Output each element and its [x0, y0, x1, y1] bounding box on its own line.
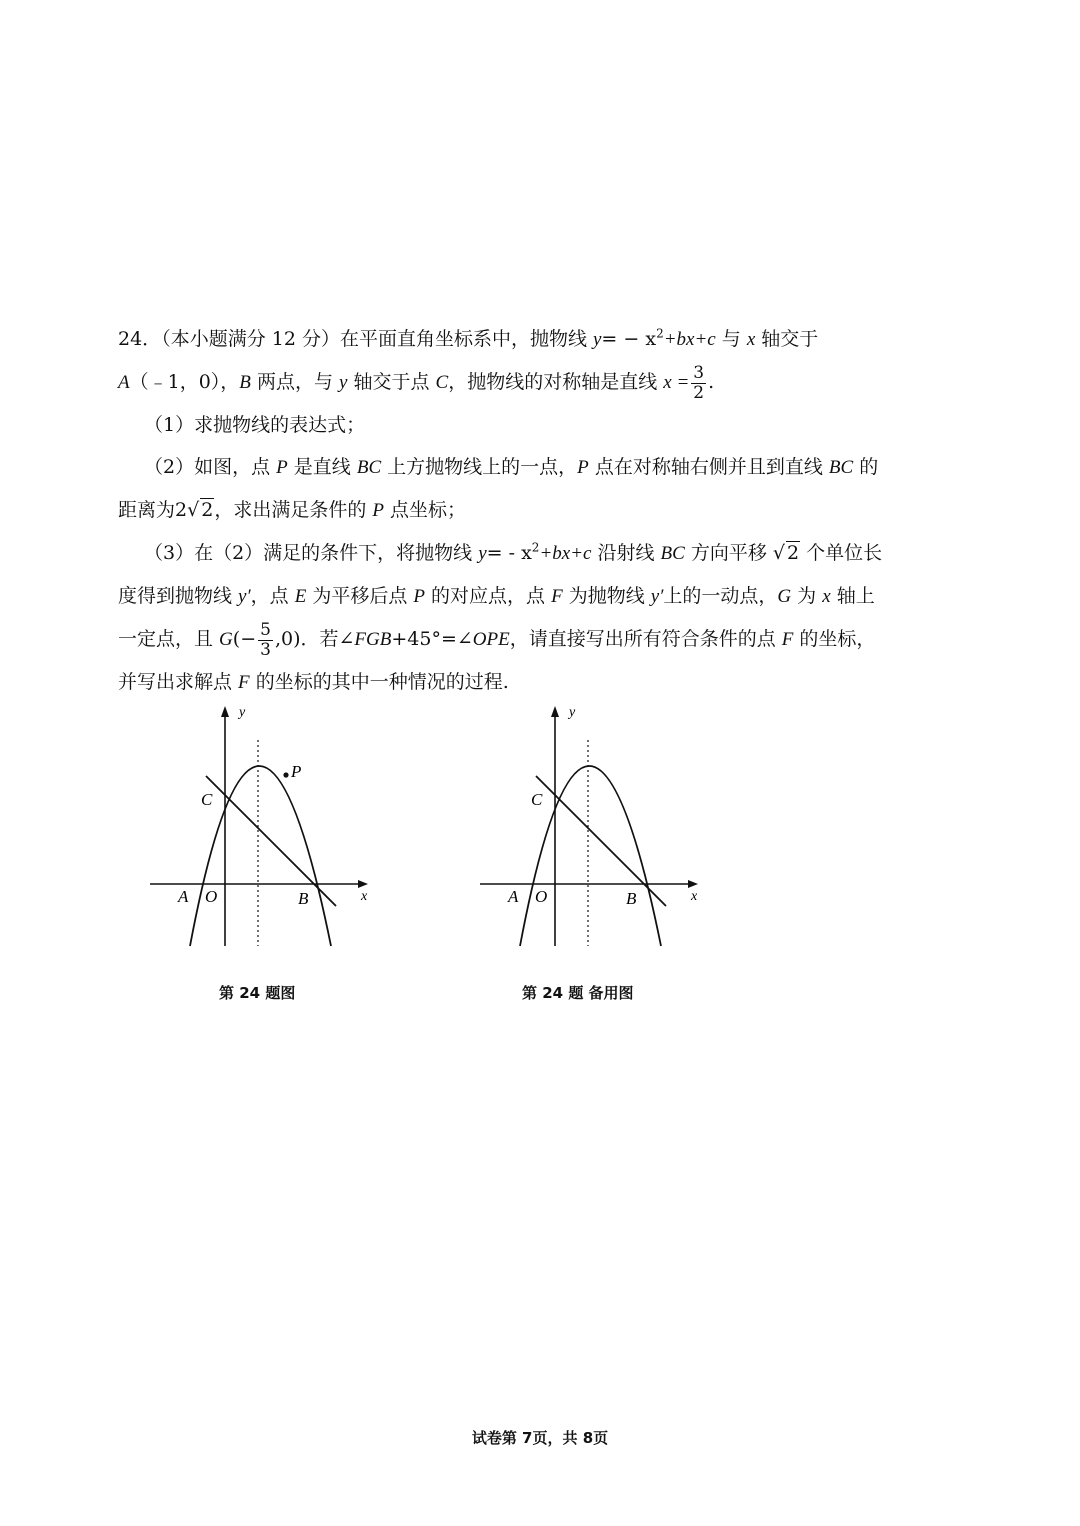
y-axis-label: y [239, 705, 246, 720]
problem-stem: 24．（本小题满分 12 分）在平面直角坐标系中，抛物线 $y= - x^2+bx+c$ 与 x 轴交于 A（﹣1，0），B 两点，与 y 轴交于点 C，抛物线的对称轴是直线 x = $\frac{3}{2}$ . [118, 326, 819, 403]
part-3-line-4: 并写出求解点 F 的坐标的其中一种情况的过程. [118, 671, 509, 693]
point-b-label: B [626, 889, 637, 908]
figure-24-diagram [140, 700, 390, 960]
x-axis-arrow [688, 880, 698, 888]
part-1: （1）求抛物线的表达式； [144, 414, 366, 436]
part-3-line-3: 一定点，且 G(− $\frac{5}{3}$ ,0)．若∠FGB+45°=∠OPE，请直接写出所有符合条件的点 F 的坐标， [118, 619, 876, 660]
y-axis-label: y [569, 705, 576, 720]
y-axis-arrow [221, 706, 229, 717]
part-3: （3）在（2）满足的条件下，将抛物线 $y= - x^2+bx+c$ 沿射线 BC 方向平移 √ 2 个单位长 [144, 540, 883, 564]
origin-label: O [205, 887, 218, 906]
point-c-label: C [531, 790, 543, 809]
y-axis-arrow [551, 706, 559, 717]
problem-number: 24． [118, 328, 162, 350]
sqrt-sign: √ [187, 499, 200, 521]
point-a-label: A [178, 887, 189, 906]
part-3-line-2: 度得到抛物线 y′，点 E 为平移后点 P 的对应点，点 F 为抛物线 y′上的一动点，G 为 x 轴上 [118, 585, 875, 607]
page-footer: 试卷第 7页，共 8页 [471, 1429, 609, 1447]
problem-24 [118, 318, 968, 704]
x-axis-label: x [361, 889, 368, 904]
point-b-label: B [298, 889, 309, 908]
point-a-label: A [508, 887, 519, 906]
fraction-five-thirds: $\frac{5}{3}$ [260, 619, 271, 660]
point-p-dot [283, 772, 288, 777]
figure-24-backup-diagram [470, 700, 720, 960]
point-c-label: C [201, 790, 213, 809]
figure-24-caption: 第 24 题图 [219, 984, 296, 1002]
sqrt-sign: √ [772, 542, 786, 564]
fraction-three-halves: $\frac{3}{2}$ [693, 362, 705, 403]
origin-label: O [535, 887, 548, 906]
x-axis-label: x [691, 889, 698, 904]
x-axis-arrow [358, 880, 368, 888]
part-2: （2）如图，点 P 是直线 BC 上方抛物线上的一点，P 点在对称轴右侧并且到直线 BC 的 [144, 456, 879, 478]
figure-24-backup-caption: 第 24 题 备用图 [522, 984, 634, 1002]
point-p-label: P [291, 762, 302, 781]
part-2-continued: 距离为2√ 2，求出满足条件的 P 点坐标； [118, 499, 467, 521]
